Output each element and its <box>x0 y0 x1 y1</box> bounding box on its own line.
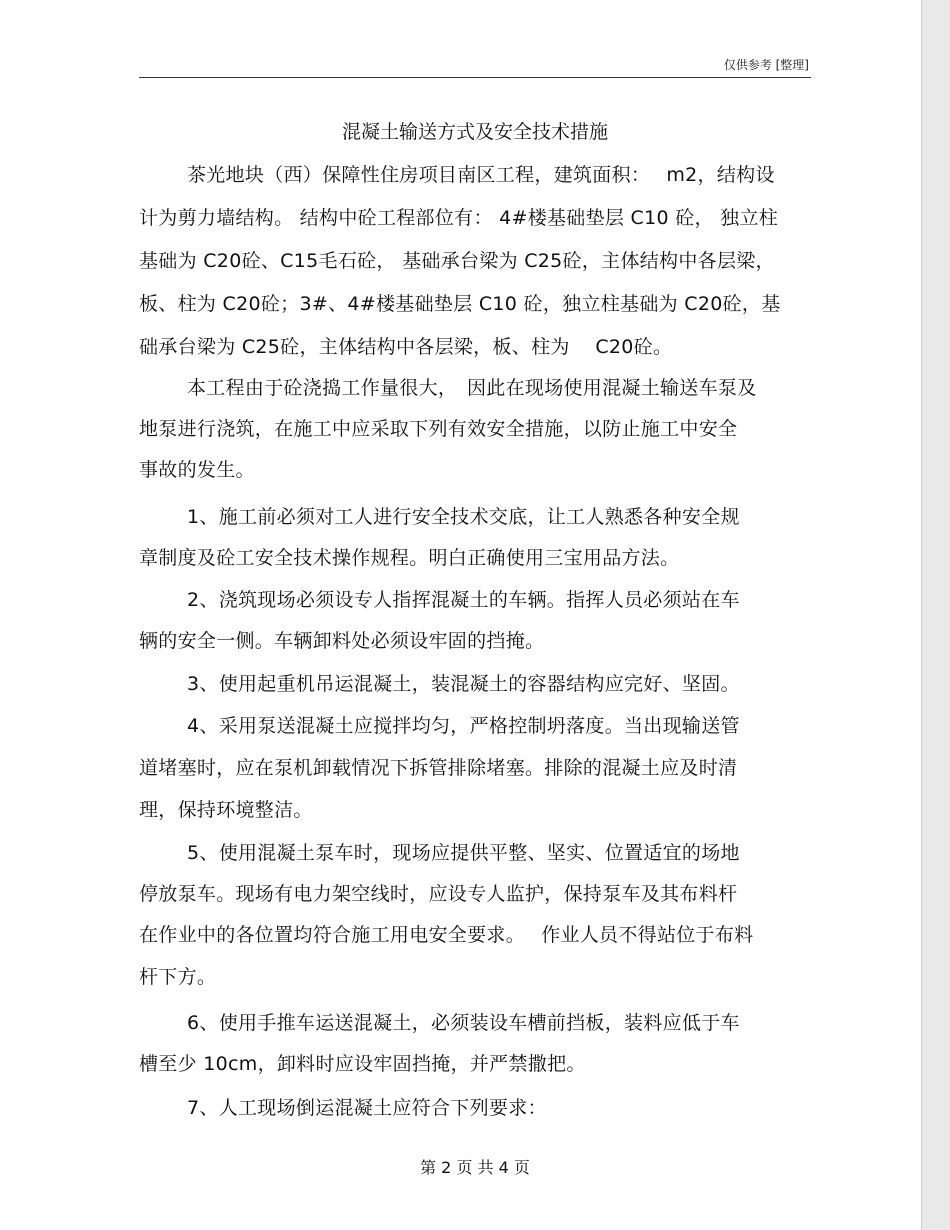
body-line: 道堵塞时，应在泵机卸载情况下拆管排除堵塞。排除的混凝土应及时清 <box>139 757 738 779</box>
body-line: 章制度及砼工安全技术操作规程。明白正确使用三宝用品方法。 <box>139 547 680 569</box>
page-number-footer: 第 2 页 共 4 页 <box>420 1158 530 1177</box>
body-line: 7、人工现场倒运混凝土应符合下列要求： <box>187 1097 547 1119</box>
body-line: 杆下方。 <box>139 966 217 988</box>
body-line: 基础为 C20砼、C15毛石砼， 基础承台梁为 C25砼，主体结构中各层梁， <box>139 250 775 272</box>
body-line: 4、采用泵送混凝土应搅拌均匀，严格控制坍落度。当出现输送管 <box>187 715 740 737</box>
body-line: 础承台梁为 C25砼，主体结构中各层梁，板、柱为 C20砼。 <box>139 336 673 358</box>
body-line: 在作业中的各位置均符合施工用电安全要求。 作业人员不得站位于布料 <box>139 924 754 946</box>
body-line: 板、柱为 C20砼；3#、4#楼基础垫层 C10 砼，独立柱基础为 C20砼，基 <box>139 293 781 315</box>
body-line: 2、浇筑现场必须设专人指挥混凝土的车辆。指挥人员必须站在车 <box>187 589 740 611</box>
header-note: 仅供参考 [整理] <box>723 58 809 72</box>
body-line: 3、使用起重机吊运混凝土，装混凝土的容器结构应完好、坚固。 <box>187 673 740 695</box>
body-line: 计为剪力墙结构。 结构中砼工程部位有： 4#楼基础垫层 C10 砼， 独立柱 <box>139 207 779 229</box>
document-title: 混凝土输送方式及安全技术措施 <box>341 121 608 143</box>
header-rule <box>139 77 811 78</box>
body-line: 事故的发生。 <box>139 459 255 481</box>
body-line: 槽至少 10cm，卸料时应设牢固挡掩，并严禁撒把。 <box>139 1053 586 1075</box>
body-line: 1、施工前必须对工人进行安全技术交底，让工人熟悉各种安全规 <box>187 506 740 528</box>
body-line: 茶光地块（西）保障性住房项目南区工程，建筑面积： m2，结构设 <box>187 164 775 186</box>
body-line: 6、使用手推车运送混凝土，必须装设车槽前挡板，装料应低于车 <box>187 1012 740 1034</box>
body-line: 地泵进行浇筑，在施工中应采取下列有效安全措施，以防止施工中安全 <box>139 418 738 440</box>
body-line: 5、使用混凝土泵车时，现场应提供平整、坚实、位置适宜的场地 <box>187 842 740 864</box>
body-line: 辆的安全一侧。车辆卸料处必须设牢固的挡掩。 <box>139 630 545 652</box>
body-line: 本工程由于砼浇捣工作量很大， 因此在现场使用混凝土输送车泵及 <box>187 377 757 399</box>
body-line: 理，保持环境整洁。 <box>139 799 313 821</box>
body-line: 停放泵车。现场有电力架空线时，应设专人监护，保持泵车及其布料杆 <box>139 883 738 905</box>
